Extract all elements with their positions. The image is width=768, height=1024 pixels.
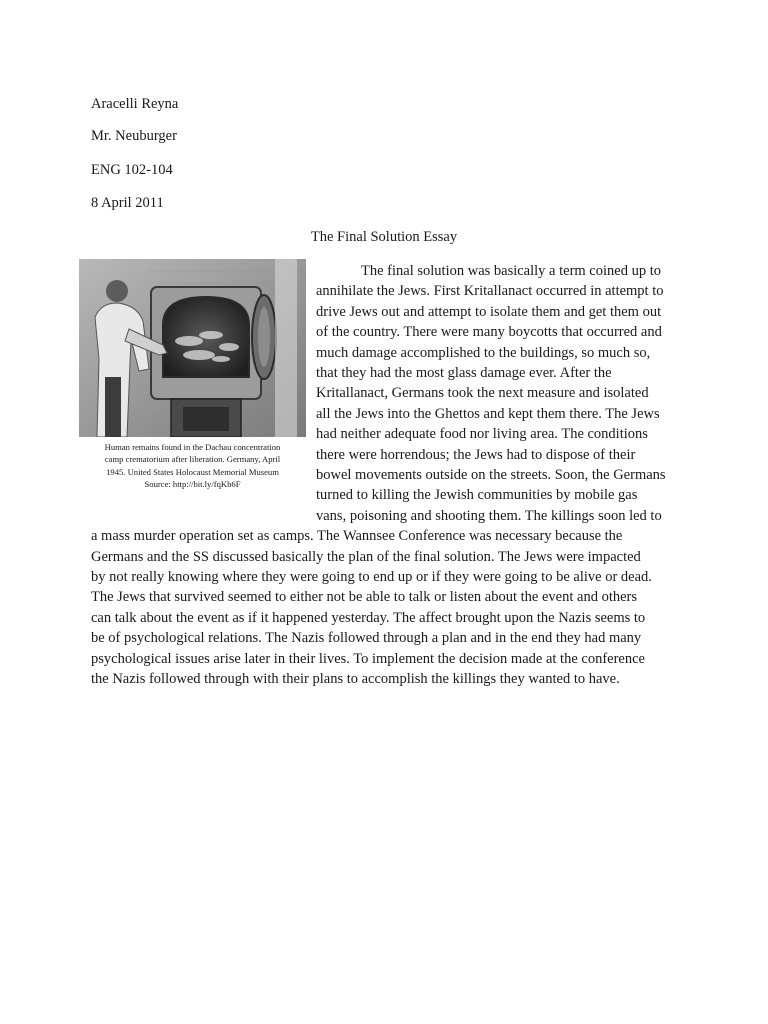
body-line: Kritallanact, Germans took the next measure and isolated	[316, 385, 649, 401]
body-line: much damage accomplished to the buildings, so much so,	[316, 345, 651, 361]
body-line: turned to killing the Jewish communities by mobile gas	[316, 487, 638, 503]
body-line: all the Jews into the Ghettos and kept them there. The Jews	[316, 406, 660, 422]
body-line: can talk about the event as if it happened yesterday. The affect brought upon the Nazis seems to	[91, 610, 646, 626]
caption-line: Source: http://bit.ly/fqKb6F	[144, 478, 241, 489]
body-line: be of psychological relations. The Nazis followed through a plan and in the end they had many	[91, 630, 642, 646]
body-line: by not really knowing where they were going to end up or if they were going to be alive or dead.	[91, 569, 652, 585]
body-line: annihilate the Jews. First Kritallanact occurred in attempt to	[316, 283, 664, 299]
body-line: there were horrendous; the Jews had to dispose of their	[316, 447, 636, 463]
body-line: of the country. There were many boycotts that occurred and	[316, 324, 662, 340]
figure	[79, 259, 306, 490]
body-line: drive Jews out and attempt to isolate them and get them out	[316, 304, 662, 320]
body-line: The Jews that survived seemed to either not be able to talk or listen about the event and others	[91, 589, 638, 605]
body-line: had neither adequate food nor living area. The conditions	[316, 426, 648, 442]
course-code: ENG 102-104	[91, 162, 173, 178]
body-line: the Nazis followed through with their plans to accomplish the killings they wanted to have.	[91, 671, 620, 687]
body-line: bowel movements outside on the streets. Soon, the Germans	[316, 467, 666, 483]
body-line: The final solution was basically a term coined up to	[361, 263, 661, 279]
caption-line: 1945. United States Holocaust Memorial Museum	[106, 466, 279, 477]
body-line: psychological issues arise later in their lives. To implement the decision made at the conference	[91, 651, 645, 667]
essay-title: The Final Solution Essay	[310, 229, 458, 245]
instructor-name: Mr. Neuburger	[91, 128, 177, 144]
caption-line: Human remains found in the Dachau concentration	[104, 442, 281, 452]
crematorium-photo	[79, 259, 306, 437]
body-line: Germans and the SS discussed basically the plan of the final solution. The Jews were impacted	[91, 549, 641, 565]
body-line: that they had the most glass damage ever. After the	[316, 365, 612, 381]
photo-caption	[79, 441, 306, 490]
body-line: vans, poisoning and shooting them. The killings soon led to	[316, 508, 662, 524]
body-line: a mass murder operation set as camps. The Wannsee Conference was necessary because the	[91, 528, 623, 544]
essay-date: 8 April 2011	[91, 195, 164, 211]
author-name: Aracelli Reyna	[91, 96, 179, 112]
caption-line: camp crematorium after liberation. Germany, April	[104, 454, 281, 465]
